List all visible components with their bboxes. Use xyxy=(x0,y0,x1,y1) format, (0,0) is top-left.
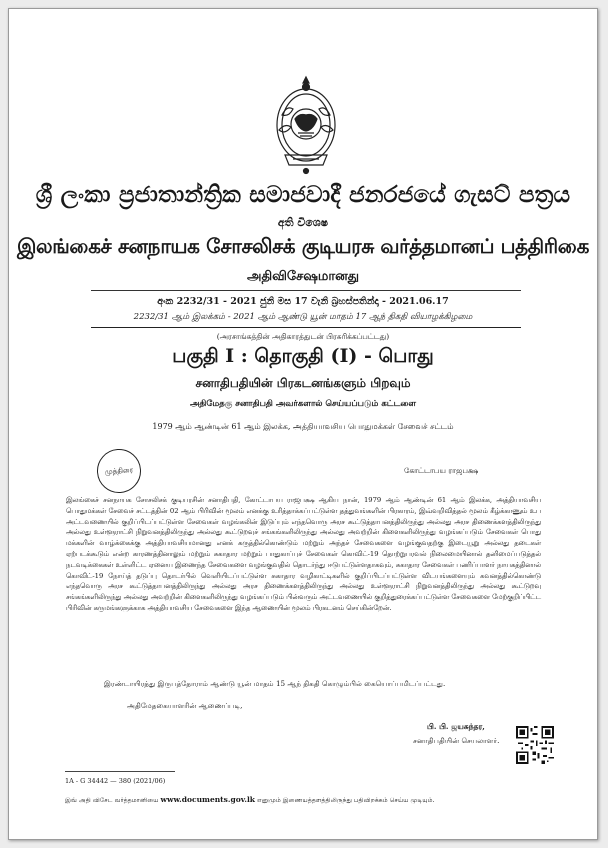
qr-code-icon xyxy=(516,726,554,764)
seal-label: முத்திரை xyxy=(104,465,134,476)
authority-note: (அரசாங்கத்தின் அதிகாரத்துடன் பிரசுரிக்கப்பட்டது) xyxy=(216,332,390,341)
issue-line-tamil: 2232/31 ஆம் இலக்கம் - 2021 ஆம் ஆண்டு யூன் மாதம் 17 ஆந் திகதி வியாழக்கிழமை xyxy=(133,312,473,322)
part-heading: பகுதி I : தொகுதி (I) - பொது xyxy=(172,345,434,367)
gazette-subtitle-sinhala: අති විශෙෂ xyxy=(277,216,329,229)
sri-lanka-emblem-icon xyxy=(273,75,339,175)
presidential-heading: சனாதிபதியின் பிரகடனங்களும் பிறவும் xyxy=(195,376,411,390)
issue-divider xyxy=(91,327,521,328)
gazette-title-tamil: இலங்கைச் சனநாயக சோசலிசக் குடியரசு வர்த்தமானப் பத்திரிகை xyxy=(16,234,590,258)
order-body-paragraph: இலங்கைச் சனநாயக சோசலிசக் குடியரசின் சனாதிபதி, கோட்டாபய ராஜபக்ஷ ஆகிய நான், 1979 ஆம் ஆண்டின் 61 ஆம் இலக்க, அத்தியாவசிய பொதுமக்கள் சேவைச் சட்டத்தின் 02 ஆம் பிரிவின் மூலம் எனக்கு உரித்தாக்கப்பட்டுள்ள தத்துவங்களின் பிரகாரம், இவ்வறிவித்தல் மூலம் கீழ்க்காணும் உப அட்டவணையில் குறிப்பிடப்பட்டுள்ள சேவைகள் வழங்கலின் இடுப்பும் எந்தவொரு அரச கூட்டுத்தாபனத்திலிருந்து அல்லது அரச திணைக்களத்திலிருந்து அல்லது உள்ளூராட்சி நிறுவனத்திலிருந்து அல்லது கூட்டுறவுச் சங்கங்களிலிருந்து அல்லது அவற்றின் கிளைகளிலிருந்து வழங்கப்படும் சேவைகள் பொது மக்களின் வாழ்க்கைக்கு அத்தியாவசியமானது எனக் கருத்தில்கொண்டும் மற்றும் அந்தச் சேவைகளை வழங்குவதற்கு இடையூறு அல்லது தடைகள் ஏற்படக்கூடும் என்ற காரணத்தினாலும் மற்றும் சுகாதார மற்றும் பாதுகாப்புச் சேவைகள் கொவிட்-19 தொற்றுபரவல் நிலைமையினால் தனிமைப்படுத்தல் நடவடிக்கைகள் உள்ளிட்ட ஏனைய இணைந்த சேவைகளை வழங்குவதில் தொடர்ந்து ஈடுபட்டுள்ளதாகவும், சுகாதார சேவைகள் பணிப்பாளர் நாயகத்தினால் கொவிட்-19 நோய்த் தடுப்பு தொடர்பில் வெளியிடப்பட்டுள்ள சுகாதார வழிகாட்டிகளில் குறிப்பிடப்பட்டுள்ள விடயங்களையும் கவனத்தில்கொண்டு எந்தவொரு அரச கூட்டுத்தாபனத்திலிருந்து அல்லது அரச திணைக்களத்திலிருந்து அல்லது உள்ளூராட்சி நிறுவனத்திலிருந்து அல்லது கூட்டுறவு சங்கங்களிலிருந்து அல்லது அவற்றின் கிளைகளிலிருந்து வழங்கப்படும் பின்வரும் அட்டவணையில் குறித்துரைக்கப்பட்டுள்ள சேவைகளை மேற்குறிப்பிட்ட பிரிவின் கருமங்களுக்காக அத்தியாவசிய சேவைகளை இந்த ஆணையின் மூலம் பிரகடனம் செய்கின்றேன். xyxy=(66,496,541,612)
signatory-title: சனாதிபதியின் செயலாளர். xyxy=(413,736,500,745)
president-signature-name: கோட்டாபய ராஜபக்ஷ xyxy=(404,466,479,475)
gazette-title-sinhala: ශ්‍රී ලංකා ප්‍රජාතාන්ත්‍රික සමාජවාදී ජනරජයේ ගැසට් පත්‍රය xyxy=(35,181,571,208)
footer-prefix: இவ் அதி விசேட வர்த்தமானியை xyxy=(65,797,159,804)
documents-website-link[interactable]: www.documents.gov.lk xyxy=(160,795,255,804)
header-divider xyxy=(91,290,521,291)
by-order-line: அதிமேதகையாளரின் ஆணைப்படி, xyxy=(127,701,243,710)
gazette-page xyxy=(8,8,598,840)
footer-suffix: எனுமும் இணையத்தளத்திலிருந்து பதிவிறக்கம் செய்ய முடியும். xyxy=(256,797,435,804)
act-title: 1979 ஆம் ஆண்டின் 61 ஆம் இலக்க, அத்தியாவசிய பொதுமக்கள் சேவைச் சட்டம் xyxy=(152,422,454,431)
footer-divider xyxy=(65,771,175,772)
gazette-subtitle-tamil: அதிவிசேஷமானது xyxy=(247,269,359,284)
seal-stamp xyxy=(96,448,143,495)
issue-line-sinhala: අංක 2232/31 - 2021 ජුනි මස 17 වැනි බ්‍රහස්පතින්දා - 2021.06.17 xyxy=(157,296,449,307)
footer-note xyxy=(65,795,435,805)
dated-line: இரண்டாயிரத்து இருபத்தோராம் ஆண்டு யூன் மாதம் 15 ஆந் திகதி கொழும்பில் கையொப்பமிடப்பட்டது. xyxy=(104,679,446,688)
signatory-name: பி. பி. ஜயசுந்தர, xyxy=(427,722,485,731)
print-reference: 1A - G 34442 — 380 (2021/06) xyxy=(65,777,166,785)
order-heading: அதிமேதகு சனாதிபதி அவர்களால் செய்யப்படும் கட்டளை xyxy=(189,399,417,409)
